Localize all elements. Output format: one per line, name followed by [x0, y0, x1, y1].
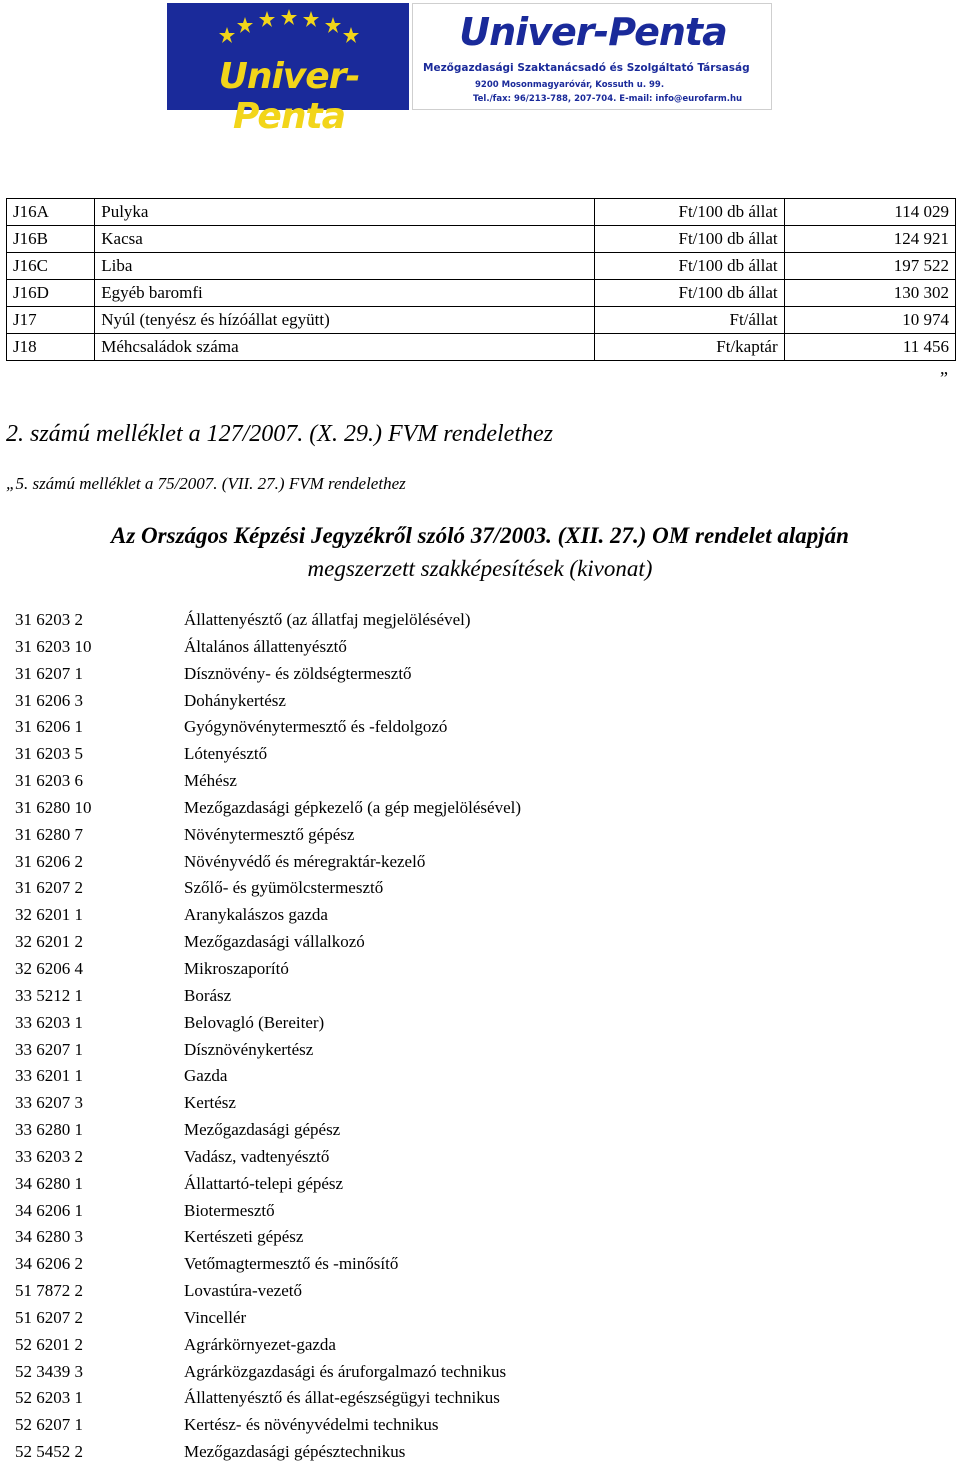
row-name: Méhcsaládok száma: [95, 334, 594, 361]
qualification-name: Méhész: [184, 771, 237, 791]
list-item: [15, 902, 945, 929]
qualification-code: 31 6203 2: [15, 610, 83, 629]
qualification-code: 52 6207 1: [15, 1415, 83, 1435]
list-item: [15, 1144, 945, 1171]
livestock-price-table: [6, 198, 956, 361]
qualification-code: 32 6201 2: [15, 932, 83, 952]
qualification-code: 34 6280 1: [15, 1173, 83, 1193]
qualification-code: 34 6206 1: [15, 1200, 83, 1220]
list-item: [15, 983, 945, 1010]
row-value: 124 921: [784, 226, 955, 253]
table-row: [7, 280, 956, 307]
qualification-code: 31 6207 1: [15, 663, 83, 683]
list-item: [15, 1117, 945, 1144]
table-row: [7, 253, 956, 280]
qualification-code: 31 6203 10: [15, 636, 92, 656]
qualification-name: Agrárközgazdasági és áruforgalmazó technikus: [184, 1361, 507, 1381]
qualification-code: 34 6206 2: [15, 1254, 83, 1274]
qualification-code: 31 6203 6: [15, 771, 83, 791]
qualification-code: 31 6203 5: [15, 744, 83, 764]
qualification-code: 33 6203 2: [15, 1146, 83, 1166]
qualification-name: Kertészeti gépész: [184, 1227, 304, 1247]
list-item: [15, 1037, 945, 1064]
company-letterhead: [412, 3, 772, 110]
list-item: [15, 956, 945, 983]
row-unit: Ft/100 db állat: [594, 199, 784, 226]
qualification-name: Agrárkörnyezet-gazda: [184, 1334, 336, 1354]
row-unit: Ft/100 db állat: [594, 280, 784, 307]
row-code: J16D: [7, 280, 95, 307]
qualification-name: Növénytermesztő gépész: [184, 824, 355, 844]
qualification-code: 51 7872 2: [15, 1281, 83, 1301]
qualification-name: Általános állattenyésztő: [184, 636, 347, 656]
row-value: 114 029: [784, 199, 955, 226]
qualification-code: 31 6206 1: [15, 717, 83, 737]
qualification-name: Vincellér: [184, 1307, 247, 1327]
qualification-code: 33 5212 1: [15, 985, 83, 1005]
closing-quote-mark: ”: [940, 368, 948, 388]
qualification-code: 51 6207 2: [15, 1307, 83, 1327]
row-unit: Ft/100 db állat: [594, 253, 784, 280]
company-address: 9200 Mosonmagyaróvár, Kossuth u. 99.: [475, 80, 665, 90]
qualification-name: Gyógynövénytermesztő és -feldolgozó: [184, 717, 448, 737]
list-item: [15, 714, 945, 741]
logo-wordmark: Univer-Penta: [218, 56, 360, 137]
row-name: Egyéb baromfi: [95, 280, 594, 307]
row-unit: Ft/kaptár: [594, 334, 784, 361]
qualification-name: Mezőgazdasági gépkezelő (a gép megjelölésével): [184, 797, 522, 817]
qualification-code: 52 6201 2: [15, 1334, 83, 1354]
list-item: [15, 849, 945, 876]
univer-penta-logo: [167, 3, 409, 137]
list-item: [15, 822, 945, 849]
qualification-name: Gazda: [184, 1066, 228, 1086]
list-item: [15, 688, 945, 715]
qualification-name: Borász: [184, 985, 232, 1005]
qualification-code: 31 6280 10: [15, 797, 92, 817]
qualification-code: 52 3439 3: [15, 1361, 83, 1381]
qualification-name: Mikroszaporító: [184, 958, 289, 978]
company-description: Mezőgazdasági Szaktanácsadó és Szolgáltató Társaság: [423, 62, 750, 74]
qualification-name: Lótenyésztő: [184, 744, 268, 764]
table-row: [7, 334, 956, 361]
qualification-name: Állattenyésztő és állat-egészségügyi technikus: [184, 1388, 500, 1408]
table-row: [7, 307, 956, 334]
list-item: [15, 661, 945, 688]
qualification-name: Dísznövény- és zöldségtermesztő: [184, 663, 412, 683]
list-item: [15, 875, 945, 902]
qualification-code: 33 6201 1: [15, 1066, 83, 1086]
list-item: [15, 768, 945, 795]
row-value: 130 302: [784, 280, 955, 307]
list-item: [15, 1385, 945, 1412]
qualification-name: Növényvédő és méregraktár-kezelő: [184, 851, 426, 871]
row-code: J16B: [7, 226, 95, 253]
document-subtitle: megszerzett szakképesítések (kivonat): [307, 556, 653, 581]
qualification-name: Állattenyésztő (az állatfaj megjelölésével): [184, 610, 471, 629]
list-item: [15, 1439, 945, 1466]
annex-heading: 2. számú melléklet a 127/2007. (X. 29.) FVM rendelethez: [6, 421, 553, 447]
row-code: J16A: [7, 199, 95, 226]
list-item: [15, 1359, 945, 1386]
row-unit: Ft/állat: [594, 307, 784, 334]
list-item: [15, 607, 945, 634]
qualification-code: 33 6207 1: [15, 1039, 83, 1059]
list-item: [15, 795, 945, 822]
list-item: [15, 1224, 945, 1251]
qualification-name: Aranykalászos gazda: [184, 905, 328, 925]
qualification-name: Kertész: [184, 1093, 236, 1113]
list-item: [15, 1305, 945, 1332]
list-item: [15, 1010, 945, 1037]
row-name: Pulyka: [95, 199, 594, 226]
row-value: 197 522: [784, 253, 955, 280]
row-value: 10 974: [784, 307, 955, 334]
row-name: Nyúl (tenyész és hízóállat együtt): [95, 307, 594, 334]
qualification-name: Dohánykertész: [184, 690, 286, 710]
qualification-code: 32 6201 1: [15, 905, 83, 925]
row-code: J17: [7, 307, 95, 334]
qualification-name: Vadász, vadtenyésztő: [184, 1146, 330, 1166]
qualification-code: 31 6206 3: [15, 690, 83, 710]
qualification-code: 52 5452 2: [15, 1442, 83, 1462]
qualification-name: Vetőmagtermesztő és -minősítő: [184, 1254, 399, 1274]
qualification-code: 31 6280 7: [15, 824, 83, 844]
row-name: Kacsa: [95, 226, 594, 253]
qualification-code: 33 6203 1: [15, 1012, 83, 1032]
company-contact: Tel./fax: 96/213-788, 207-704. E-mail: info@eurofarm.hu: [473, 94, 743, 104]
company-brand: Univer-Penta: [459, 10, 727, 54]
qualification-code: 33 6280 1: [15, 1120, 83, 1140]
qualification-code: 31 6206 2: [15, 851, 83, 871]
qualification-name: Lovastúra-vezető: [184, 1281, 302, 1301]
list-item: [15, 1171, 945, 1198]
list-item: [15, 741, 945, 768]
qualification-name: Biotermesztő: [184, 1200, 275, 1220]
list-item: [15, 1332, 945, 1359]
qualification-name: Állattartó-telepi gépész: [184, 1173, 344, 1193]
annex-subheading: „5. számú melléklet a 75/2007. (VII. 27.) FVM rendelethez: [6, 474, 406, 493]
qualification-name: Dísznövénykertész: [184, 1039, 314, 1059]
qualification-code: 34 6280 3: [15, 1227, 83, 1247]
row-unit: Ft/100 db állat: [594, 226, 784, 253]
list-item: [15, 1090, 945, 1117]
row-code: J16C: [7, 253, 95, 280]
qualification-name: Kertész- és növényvédelmi technikus: [184, 1415, 439, 1435]
qualification-code: 31 6207 2: [15, 878, 83, 898]
qualification-code: 33 6207 3: [15, 1093, 83, 1113]
list-item: [15, 929, 945, 956]
list-item: [15, 1198, 945, 1225]
list-item: [15, 1251, 945, 1278]
qualification-code: 32 6206 4: [15, 958, 83, 978]
qualification-name: Mezőgazdasági vállalkozó: [184, 932, 365, 952]
qualification-name: Belovagló (Bereiter): [184, 1012, 325, 1032]
qualification-name: Mezőgazdasági gépésztechnikus: [184, 1442, 406, 1462]
row-code: J18: [7, 334, 95, 361]
table-row: [7, 199, 956, 226]
qualifications-list: [15, 607, 945, 1466]
qualification-name: Mezőgazdasági gépész: [184, 1120, 341, 1140]
qualification-code: 52 6203 1: [15, 1388, 83, 1408]
list-item: [15, 1278, 945, 1305]
list-item: [15, 634, 945, 661]
list-item: [15, 1063, 945, 1090]
row-value: 11 456: [784, 334, 955, 361]
document-title: Az Országos Képzési Jegyzékről szóló 37/2003. (XII. 27.) OM rendelet alapján: [111, 523, 849, 548]
table-row: [7, 226, 956, 253]
list-item: [15, 1412, 945, 1439]
row-name: Liba: [95, 253, 594, 280]
qualification-name: Szőlő- és gyümölcstermesztő: [184, 878, 384, 898]
